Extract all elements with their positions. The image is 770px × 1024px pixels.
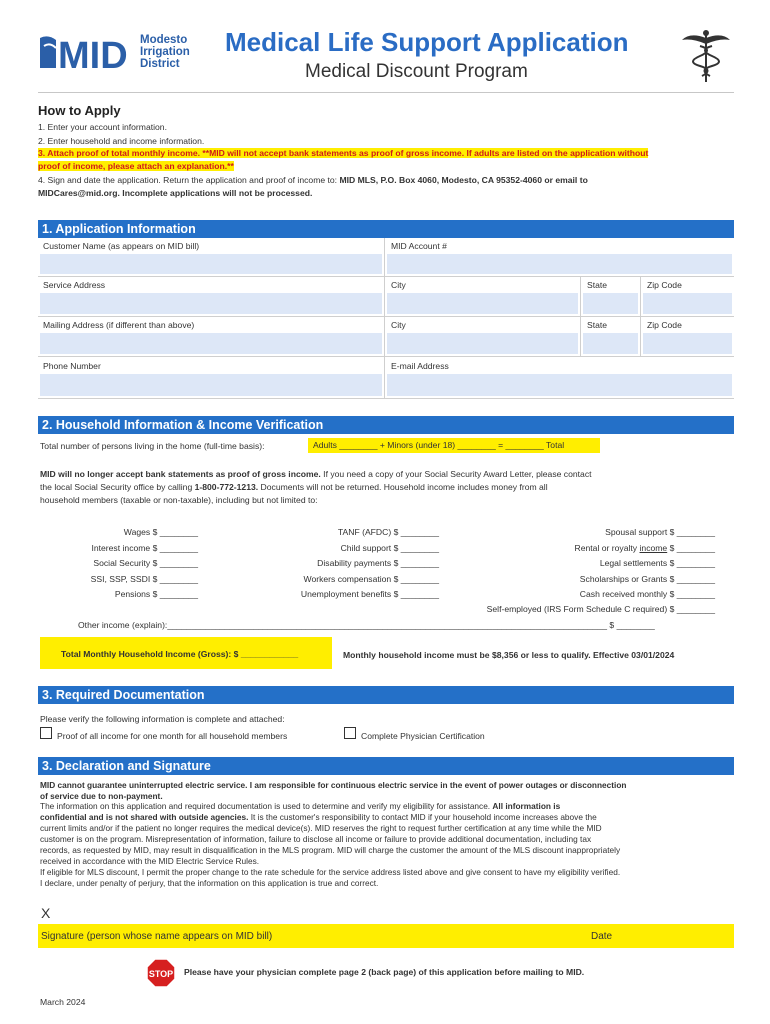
- declaration-p2-line5: records, as requested by MID, may result in disqualification in the MLS program. MID will charge the customer the amount of the MLS discount inappropriately: [40, 845, 621, 855]
- step-4-prefix: 4. Sign and date the application. Return the application and proof of income to:: [38, 175, 340, 185]
- step-4-line2: MIDCares@mid.org. Incomplete applications will not be processed.: [38, 188, 313, 198]
- caduceus-icon: [680, 28, 732, 84]
- income-child-support[interactable]: Child support $ ________: [340, 543, 439, 553]
- physician-cert-checkbox[interactable]: [344, 727, 356, 739]
- income-interest[interactable]: Interest income $ ________: [91, 543, 198, 553]
- section-household-header: 2. Household Information & Income Verification: [38, 416, 734, 434]
- date-label: Date: [591, 931, 613, 942]
- qualification-notice: Monthly household income must be $8,356 or less to qualify. Effective 03/01/2024: [343, 650, 675, 660]
- mailing-zip-field[interactable]: [643, 333, 732, 354]
- account-label: MID Account #: [391, 241, 447, 251]
- logo-mark: MID: [58, 35, 128, 72]
- logo-wordmark: [140, 34, 190, 70]
- total-income-label: Total Monthly Household Income (Gross): $ ____________: [61, 649, 299, 659]
- divider: [38, 398, 734, 399]
- divider: [38, 316, 734, 317]
- mid-logo-icon: [38, 32, 138, 72]
- declaration-p2-line1: [40, 801, 560, 811]
- stop-sign-text: STOP: [148, 969, 174, 979]
- income-other[interactable]: Other income (explain):____________________________________________________________________________________________ $ ________: [78, 620, 655, 630]
- how-to-apply-heading: How to Apply: [38, 103, 121, 118]
- physician-cert-label: Complete Physician Certification: [361, 731, 485, 741]
- declaration-p1-line1: MID cannot guarantee uninterrupted electric service. I am responsible for continuous electric service in the event of power outages or disconnection: [40, 780, 627, 790]
- notice-bold: MID will no longer accept bank statements as proof of gross income.: [40, 469, 321, 479]
- zip-label: Zip Code: [647, 280, 682, 290]
- declaration-p2-line2-text: It is the customer's responsibility to contact MID if your household income increases above the: [248, 812, 597, 822]
- page-subtitle: Medical Discount Program: [305, 61, 528, 82]
- income-legal-settlements[interactable]: Legal settlements $ ________: [599, 558, 715, 568]
- notice-line2-rest: Documents will not be returned. Household income includes money from all: [258, 482, 548, 492]
- phone-field[interactable]: [40, 374, 382, 396]
- mailing-address-label: Mailing Address (if different than above): [43, 320, 195, 330]
- income-disability[interactable]: Disability payments $ ________: [317, 558, 439, 568]
- section-declaration-header: 3. Declaration and Signature: [38, 757, 734, 775]
- service-city-field[interactable]: [387, 293, 578, 314]
- ssa-phone: 1-800-772-1213.: [194, 482, 259, 492]
- email-field[interactable]: [387, 374, 732, 396]
- declaration-p3: If eligible for MLS discount, I permit the proper change to the rate schedule for the service address listed above and give consent to have my eligibility verified.: [40, 867, 621, 877]
- declaration-p2-line1-text: The information on this application and required documentation is used to determine and verify my eligibility for assistance.: [40, 801, 493, 811]
- section-application-info-header: 1. Application Information: [38, 220, 734, 238]
- mid-logo: [38, 30, 198, 74]
- proof-of-income-label: Proof of all income for one month for all household members: [57, 731, 288, 741]
- physician-note: Please have your physician complete page 2 (back page) of this application before mailing to MID.: [184, 967, 585, 977]
- step-3-text-2: proof of income, please attach an explanation.**: [38, 161, 234, 171]
- total-persons-label: Total number of persons living in the home (full-time basis):: [40, 441, 265, 451]
- header-divider: [38, 92, 734, 93]
- notice-rest: If you need a copy of your Social Security Award Letter, please contact: [320, 469, 592, 479]
- declaration-p2-line3: current limits and/or if the patient no longer requires the medical device(s). MID reserves the right to request further certification at any time while the MID: [40, 823, 602, 833]
- declaration-p1-line2: of service due to non-payment.: [40, 791, 163, 801]
- income-self-employed[interactable]: Self-employed (IRS Form Schedule C required) $ ________: [486, 604, 715, 614]
- zip-label: Zip Code: [647, 320, 682, 330]
- income-spousal-support[interactable]: Spousal support $ ________: [605, 527, 715, 537]
- income-pensions[interactable]: Pensions $ ________: [114, 589, 198, 599]
- page-title: Medical Life Support Application: [225, 27, 629, 57]
- income-rental-prefix: Rental or royalty: [574, 543, 640, 553]
- divider: [38, 276, 734, 277]
- mailing-state-field[interactable]: [583, 333, 638, 354]
- step-3-text-1: 3. Attach proof of total monthly income. **MID will not accept bank statements as proof of gross income. If adults are listed on the application without: [38, 148, 649, 158]
- declaration-p2-line1-bold: All information is: [492, 801, 561, 811]
- step-4-address: MID MLS, P.O. Box 4060, Modesto, CA 95352-4060 or email to: [339, 175, 588, 185]
- signature-field[interactable]: [38, 924, 734, 948]
- declaration-p2-line2: [40, 812, 597, 822]
- account-number-field[interactable]: [387, 254, 732, 274]
- logo-line2: Irrigation: [140, 46, 190, 58]
- verify-instructions: Please verify the following information is complete and attached:: [40, 714, 285, 724]
- declaration-p2-line4: customer is on the program. Misrepresentation of information, failure to disclose all income or failure to provide additional documentation, including tax: [40, 834, 592, 844]
- signature-label: Signature (person whose name appears on MID bill): [41, 931, 273, 942]
- step-3-line1: [38, 148, 648, 158]
- persons-count-field[interactable]: Adults ________ + Minors (under 18) ________ = ________ Total: [308, 438, 600, 453]
- total-income-box[interactable]: [40, 637, 332, 669]
- signature-x-mark: X: [41, 905, 51, 921]
- income-rental-underlined: income: [639, 543, 668, 553]
- mailing-address-field[interactable]: [40, 333, 382, 354]
- income-social-security[interactable]: Social Security $ ________: [93, 558, 198, 568]
- mailing-city-field[interactable]: [387, 333, 578, 354]
- email-label: E-mail Address: [391, 361, 449, 371]
- step-1: 1. Enter your account information.: [38, 122, 167, 132]
- footer-date: March 2024: [40, 997, 86, 1007]
- notice-line2-prefix: the local Social Security office by calling: [40, 482, 195, 492]
- declaration-p2-line6: received in accordance with the MID Electric Service Rules.: [40, 856, 260, 866]
- service-zip-field[interactable]: [643, 293, 732, 314]
- customer-name-field[interactable]: [40, 254, 382, 274]
- service-address-label: Service Address: [43, 280, 106, 290]
- notice-line3: household members (taxable or non-taxable), including but not limited to:: [40, 495, 318, 505]
- step-4-line1: [38, 175, 588, 185]
- declaration-p4: I declare, under penalty of perjury, that the information on this application is true and correct.: [40, 878, 379, 888]
- service-state-field[interactable]: [583, 293, 638, 314]
- customer-name-label: Customer Name (as appears on MID bill): [43, 241, 200, 251]
- income-tanf[interactable]: TANF (AFDC) $ ________: [337, 527, 439, 537]
- income-cash-received[interactable]: Cash received monthly $ ________: [579, 589, 715, 599]
- income-rental[interactable]: [440, 543, 715, 553]
- city-label: City: [391, 320, 406, 330]
- logo-line1: Modesto: [140, 34, 188, 46]
- service-address-field[interactable]: [40, 293, 382, 314]
- divider: [384, 238, 385, 398]
- step-3-line2: [38, 161, 234, 171]
- notice-line1: [40, 469, 592, 479]
- city-label: City: [391, 280, 406, 290]
- section-documentation-header: 3. Required Documentation: [38, 686, 734, 704]
- income-workers-comp[interactable]: Workers compensation $ ________: [303, 574, 439, 584]
- income-unemployment[interactable]: Unemployment benefits $ ________: [300, 589, 439, 599]
- logo-line3: District: [140, 58, 180, 70]
- income-ssi[interactable]: SSI, SSP, SSDI $ ________: [90, 574, 198, 584]
- stop-sign-icon: [146, 958, 176, 988]
- state-label: State: [587, 280, 608, 290]
- proof-of-income-checkbox[interactable]: [40, 727, 52, 739]
- phone-label: Phone Number: [43, 361, 101, 371]
- declaration-p2-line2-bold: confidential and is not shared with outside agencies.: [40, 812, 249, 822]
- divider: [38, 356, 734, 357]
- notice-line2: [40, 482, 548, 492]
- state-label: State: [587, 320, 608, 330]
- step-2: 2. Enter household and income information.: [38, 136, 205, 146]
- income-scholarships[interactable]: Scholarships or Grants $ ________: [579, 574, 715, 584]
- income-rental-suffix: $ ________: [667, 543, 715, 553]
- income-wages[interactable]: Wages $ ________: [123, 527, 198, 537]
